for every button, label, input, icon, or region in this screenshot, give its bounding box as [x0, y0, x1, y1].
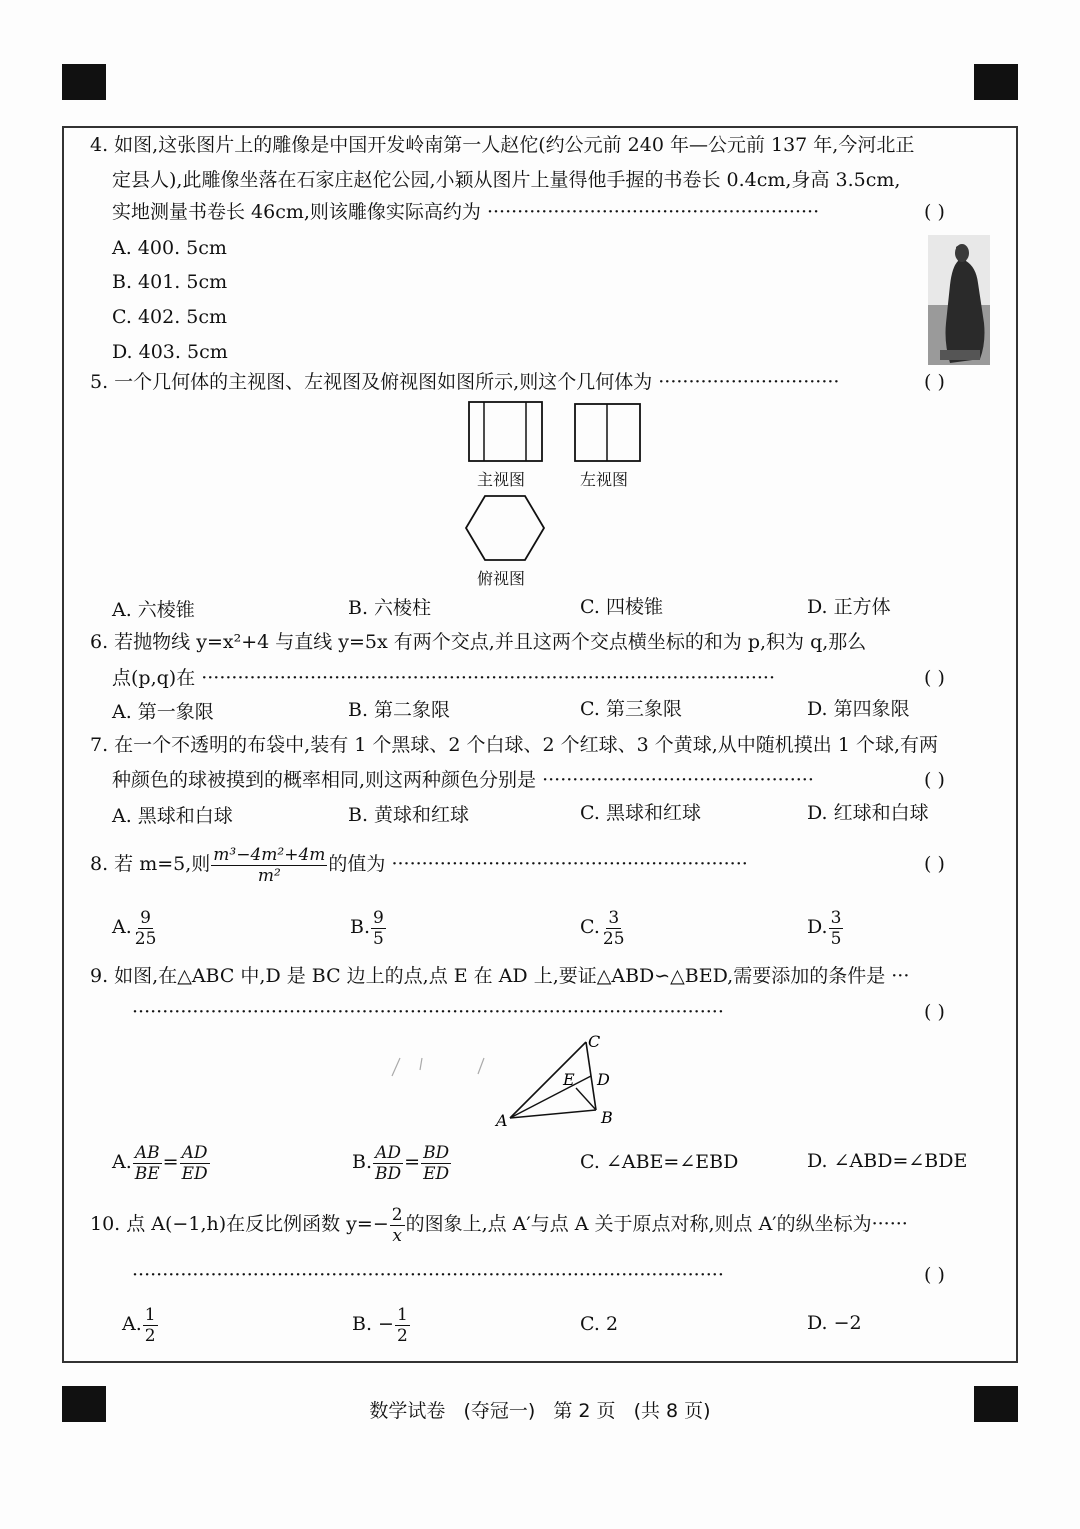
- vertex-label-d: D: [597, 1070, 610, 1089]
- q10-answer-paren: ( ): [924, 1264, 945, 1286]
- q6-option-c: C. 第三象限: [580, 698, 682, 720]
- q7-option-c: C. 黑球和红球: [580, 802, 701, 824]
- footer-subject: 数学试卷: [369, 1400, 446, 1422]
- q7-option-a: A. 黑球和白球: [112, 805, 233, 827]
- q8-answer-paren: ( ): [924, 853, 945, 875]
- q5-answer-paren: ( ): [924, 371, 945, 393]
- q9-option-a: A. $\frac{AB}{BE}$ = $\frac{AD}{ED}$: [112, 1142, 208, 1184]
- q9-line-1: 9. 如图,在△ABC 中,D 是 BC 边上的点,点 E 在 AD 上,要证△ABD∽△BED,需要添加的条件是 ···: [90, 965, 910, 987]
- q4-line-2: 定县人),此雕像坐落在石家庄赵佗公园,小颖从图片上量得他手握的书卷长 0.4cm,身高 3.5cm,: [112, 169, 901, 191]
- q6-answer-paren: ( ): [924, 667, 945, 689]
- q7-option-b: B. 黄球和红球: [348, 804, 470, 826]
- q8-option-d: D. $\frac{3}{5}$: [807, 907, 842, 949]
- q10-option-d: D. −2: [807, 1312, 862, 1334]
- q9-option-b: B. $\frac{AD}{BD}$ = $\frac{BD}{ED}$: [352, 1142, 450, 1184]
- caption-top-view: 俯视图: [477, 569, 526, 588]
- caption-front-view: 主视图: [477, 470, 526, 489]
- q6-line-1: 6. 若抛物线 y=x²+4 与直线 y=5x 有两个交点,并且这两个交点横坐标的和为 p,积为 q,那么: [90, 631, 867, 653]
- q9-line-2: ··································································································: [132, 1001, 724, 1023]
- q4-line-1: 4. 如图,这张图片上的雕像是中国开发岭南第一人赵佗(约公元前 240 年—公元前 137 年,今河北正: [90, 134, 915, 156]
- q4-option-d: D. 403. 5cm: [112, 341, 228, 363]
- footer-edition: (夺冠一): [463, 1400, 536, 1422]
- q9-option-c: C. ∠ABE=∠EBD: [580, 1151, 739, 1173]
- footer-total-pages: (共 8 页): [633, 1400, 711, 1422]
- q10-fraction-denominator: x: [392, 1225, 402, 1246]
- q9-option-d: D. ∠ABD=∠BDE: [807, 1150, 968, 1172]
- q4-option-c: C. 402. 5cm: [112, 306, 228, 328]
- q10-option-a: A. $\frac{1}{2}$: [122, 1304, 156, 1346]
- q5-option-c: C. 四棱锥: [580, 596, 663, 618]
- q8-prefix: 8. 若 m=5,则: [90, 853, 211, 875]
- q8-option-b: B. $\frac{9}{5}$: [350, 907, 384, 949]
- q8-stem: [90, 840, 916, 888]
- registration-mark-top-left: [62, 64, 106, 100]
- q4-option-a: A. 400. 5cm: [112, 237, 227, 259]
- q9-answer-paren: ( ): [924, 1001, 945, 1023]
- q10-fraction-numerator: 2: [391, 1204, 403, 1225]
- footer-page-number: 第 2 页: [553, 1400, 616, 1422]
- q5-option-d: D. 正方体: [807, 596, 891, 618]
- q10-stem: [90, 1200, 990, 1248]
- vertex-label-e: E: [563, 1070, 575, 1089]
- vertex-label-a: A: [496, 1111, 508, 1130]
- q8-fraction: [211, 845, 327, 886]
- front-view-figure: [468, 401, 544, 463]
- q8-fraction-numerator: m³−4m²+4m: [213, 844, 326, 865]
- q8-option-a: A. $\frac{9}{25}$: [112, 907, 157, 949]
- q4-line-3: 实地测量书卷长 46cm,则该雕像实际高约为 ·······················································: [112, 201, 820, 223]
- q7-line-1: 7. 在一个不透明的布袋中,装有 1 个黑球、2 个白球、2 个红球、3 个黄球,从中随机摸出 1 个球,有两: [90, 734, 939, 756]
- caption-left-view: 左视图: [580, 470, 629, 489]
- q10-option-b: B. − $\frac{1}{2}$: [352, 1304, 408, 1346]
- vertex-label-b: B: [601, 1108, 613, 1127]
- q5-option-b: B. 六棱柱: [348, 597, 432, 619]
- q7-option-d: D. 红球和白球: [807, 802, 929, 824]
- registration-mark-top-right: [974, 64, 1018, 100]
- triangle-figure: [380, 1030, 640, 1134]
- q10-option-c: C. 2: [580, 1313, 619, 1335]
- q6-option-a: A. 第一象限: [112, 701, 214, 723]
- q6-option-b: B. 第二象限: [348, 699, 451, 721]
- vertex-label-c: C: [588, 1032, 601, 1051]
- q7-line-2: 种颜色的球被摸到的概率相同,则这两种颜色分别是 ·············································: [112, 769, 814, 791]
- q6-option-d: D. 第四象限: [807, 698, 910, 720]
- q4-answer-paren: ( ): [924, 201, 945, 223]
- q10-suffix: 的图象上,点 A′与点 A 关于原点对称,则点 A′的纵坐标为······: [405, 1213, 908, 1235]
- q8-option-c: C. $\frac{3}{25}$: [580, 907, 625, 949]
- q10-line-2: ··································································································: [132, 1264, 724, 1286]
- q10-fraction: [390, 1205, 405, 1246]
- page-footer: [0, 1396, 1080, 1423]
- q5-option-a: A. 六棱锥: [112, 599, 195, 621]
- q6-line-2: 点(p,q)在 ·······························································································: [112, 667, 775, 689]
- q10-prefix: 10. 点 A(−1,h)在反比例函数 y=−: [90, 1213, 389, 1235]
- q5-line-1: 5. 一个几何体的主视图、左视图及俯视图如图所示,则这个几何体为 ······························: [90, 371, 840, 393]
- statue-photo: [928, 235, 990, 365]
- q8-fraction-denominator: m²: [257, 865, 281, 886]
- q7-answer-paren: ( ): [924, 769, 945, 791]
- q8-suffix: 的值为 ···························································: [328, 853, 748, 875]
- left-view-figure: [574, 403, 642, 463]
- top-view-hexagon: [464, 494, 546, 562]
- q4-option-b: B. 401. 5cm: [112, 271, 228, 293]
